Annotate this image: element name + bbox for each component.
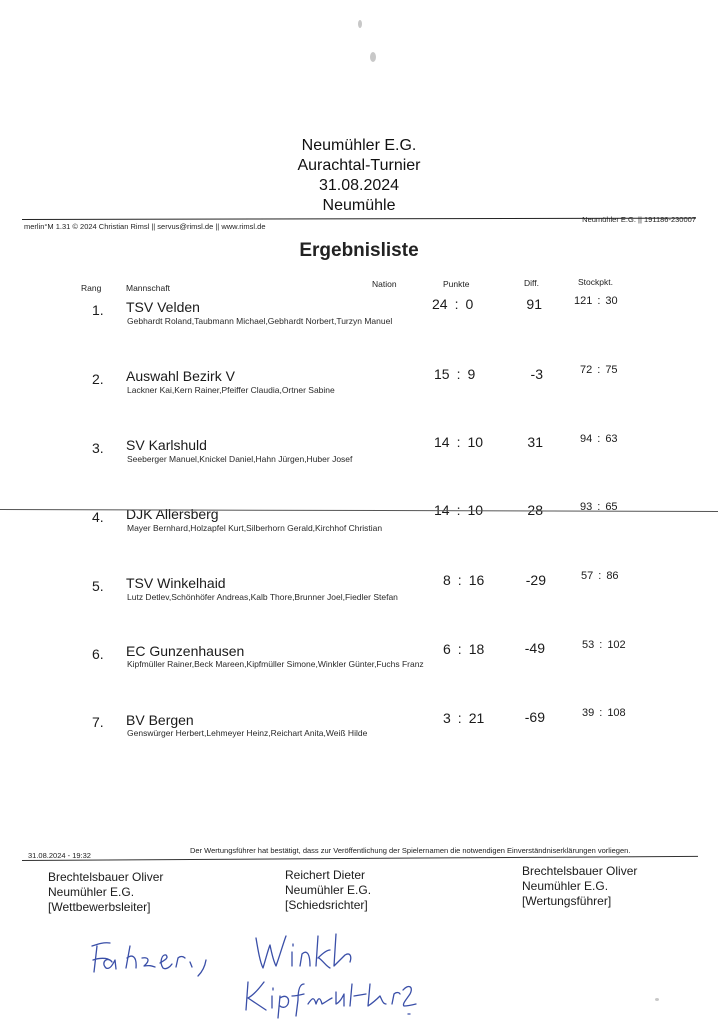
- handwriting-stroke: [334, 934, 351, 966]
- column-header-diff: Diff.: [524, 278, 539, 288]
- points-won: 14: [434, 502, 450, 518]
- signatory-role: [Wettbewerbsleiter]: [48, 900, 151, 914]
- points-lost: 10: [467, 434, 484, 450]
- handwriting-stroke: [142, 958, 155, 967]
- score-difference: -3: [530, 366, 543, 382]
- points-lost: 9: [467, 366, 476, 382]
- player-list: Lutz Detlev,Schönhöfer Andreas,Kalb Thore,Brunner Joel,Fiedler Stefan: [127, 592, 398, 602]
- stock-points-for: 53: [582, 639, 595, 651]
- handwriting-stroke: [126, 946, 136, 968]
- handwriting-stroke: [278, 996, 289, 1018]
- handwriting-stroke: [160, 955, 172, 969]
- points-lost: 0: [465, 296, 474, 312]
- points-won: 3: [443, 710, 451, 726]
- tournament-date: 31.08.2024: [318, 177, 400, 194]
- handwriting-stroke: [368, 984, 386, 1006]
- handwriting-stroke: [92, 943, 110, 972]
- column-header-team: Mannschaft: [126, 283, 170, 293]
- signatory-club: Neumühler E.G.: [285, 883, 372, 897]
- result-rank: 6.: [92, 646, 104, 662]
- signatory-role: [Schiedsrichter]: [285, 898, 368, 912]
- result-rank: 2.: [92, 371, 104, 387]
- result-row: 1. TSV Velden Gebhardt Roland,Taubmann Michael,Gebhardt Norbert,Turzyn Manuel 24 : 0 91 121 : 30: [92, 295, 618, 326]
- team-name: TSV Velden: [126, 299, 200, 315]
- result-rank: 1.: [92, 302, 104, 318]
- column-header-rank: Rang: [81, 283, 102, 293]
- signatory-name: Brechtelsbauer Oliver: [522, 864, 638, 878]
- result-row: 6. EC Gunzenhausen Kipfmüller Rainer,Beck Mareen,Kipfmüller Simone,Winkler Günter,Fuchs Franz 6 : 18 -49 53 : 102: [92, 639, 626, 669]
- handwriting-stroke: [292, 944, 293, 966]
- points-won: 8: [443, 572, 451, 588]
- stock-points-for: 93: [580, 501, 593, 513]
- player-list: Seeberger Manuel,Knickel Daniel,Hahn Jürgen,Huber Josef: [127, 454, 353, 464]
- result-row: 7. BV Bergen Genswürger Herbert,Lehmeyer Heinz,Reichart Anita,Weiß Hilde 3 : 21 -69 39 : 108: [92, 707, 626, 738]
- stock-points-against: 30: [605, 295, 618, 307]
- stock-points-against: 102: [607, 639, 626, 651]
- handwriting-stroke: [308, 998, 332, 1004]
- tournament-name: Aurachtal-Turnier: [297, 157, 421, 174]
- score-difference: -29: [525, 572, 546, 588]
- result-row: 5. TSV Winkelhaid Lutz Detlev,Schönhöfer Andreas,Kalb Thore,Brunner Joel,Fiedler Stefan 8 : 16 -29 57 : 86: [92, 570, 619, 602]
- stock-points-for: 94: [580, 433, 593, 445]
- team-name: Auswahl Bezirk V: [126, 368, 235, 384]
- stock-points-against: 63: [605, 433, 618, 445]
- player-list: Lackner Kai,Kern Rainer,Pfeiffer Claudia,Ortner Sabine: [127, 385, 335, 395]
- handwriting-stroke: [316, 936, 330, 968]
- points-lost: 10: [467, 502, 484, 518]
- handwriting-stroke: [392, 993, 400, 1005]
- team-name: SV Karlshuld: [126, 437, 207, 453]
- handwriting-stroke: [336, 992, 344, 1006]
- points-won: 24: [432, 296, 448, 312]
- player-list: Kipfmüller Rainer,Beck Mareen,Kipfmüller Simone,Winkler Günter,Fuchs Franz: [127, 659, 424, 669]
- signatory-role: [Wertungsführer]: [522, 894, 612, 908]
- page-title: Ergebnisliste: [299, 240, 419, 261]
- tournament-location: Neumühle: [322, 197, 396, 214]
- result-row: 3. SV Karlshuld Seeberger Manuel,Knickel Daniel,Hahn Jürgen,Huber Josef 14 : 10 31 94 : 63: [92, 433, 618, 464]
- handwriting-stroke: [104, 960, 116, 969]
- score-difference: 91: [526, 296, 542, 312]
- player-list: Mayer Bernhard,Holzapfel Kurt,Silberhorn Gerald,Kirchhof Christian: [127, 523, 383, 533]
- handwriting-stroke: [272, 988, 273, 1008]
- result-row: 2. Auswahl Bezirk V Lackner Kai,Kern Rainer,Pfeiffer Claudia,Ortner Sabine 15 : 9 -3 72 : 75: [92, 364, 618, 395]
- player-list: Genswürger Herbert,Lehmeyer Heinz,Reichart Anita,Weiß Hilde: [127, 728, 368, 738]
- handwriting-stroke: [246, 982, 266, 1010]
- stock-points-against: 75: [605, 364, 618, 376]
- column-header-stock: Stockpkt.: [578, 277, 613, 287]
- player-list: Gebhardt Roland,Taubmann Michael,Gebhardt Norbert,Turzyn Manuel: [127, 316, 393, 326]
- points-won: 15: [434, 366, 450, 382]
- points-lost: 18: [468, 641, 485, 657]
- team-name: BV Bergen: [126, 712, 194, 728]
- result-rank: 3.: [92, 440, 104, 456]
- handwriting-stroke: [300, 952, 310, 966]
- team-name: EC Gunzenhausen: [126, 643, 245, 659]
- handwriting-stroke: [292, 984, 304, 1016]
- handwriting-stroke: [350, 984, 366, 1006]
- points-lost: 21: [468, 710, 485, 726]
- publication-consent-note: Der Wertungsführer hat bestätigt, dass zur Veröffentlichung der Spielernamen die notwendigen Einverständniserklärungen vorliegen.: [190, 846, 631, 855]
- stock-points-for: 121: [574, 295, 593, 307]
- column-header-points: Punkte: [443, 279, 470, 289]
- score-difference: -49: [524, 640, 545, 656]
- signatory-name: Reichert Dieter: [285, 868, 366, 882]
- document-id: Neumühler E.G. || 191186-230007: [582, 215, 696, 224]
- score-difference: -69: [524, 709, 545, 725]
- result-rank: 4.: [92, 509, 104, 525]
- points-lost: 16: [468, 572, 485, 588]
- signatory-name: Brechtelsbauer Oliver: [48, 870, 164, 884]
- handwriting-stroke: [256, 936, 286, 968]
- team-name: TSV Winkelhaid: [126, 575, 226, 591]
- result-rank: 7.: [92, 714, 104, 730]
- handwriting-stroke: [176, 957, 185, 968]
- club-name: Neumühler E.G.: [301, 137, 417, 154]
- print-timestamp: 31.08.2024 - 19:32: [28, 851, 91, 860]
- points-won: 6: [443, 641, 451, 657]
- software-credit: merlin°M 1.31 © 2024 Christian Rimsl || servus@rimsl.de || www.rimsl.de: [24, 222, 266, 231]
- signatory-club: Neumühler E.G.: [48, 885, 135, 899]
- stock-points-for: 72: [580, 364, 593, 376]
- column-header-nation: Nation: [372, 279, 397, 289]
- signatory-club: Neumühler E.G.: [522, 879, 609, 893]
- score-difference: 28: [527, 502, 543, 518]
- result-rank: 5.: [92, 578, 104, 594]
- stock-points-against: 108: [607, 707, 626, 719]
- team-name: DJK Allersberg: [126, 506, 219, 522]
- score-difference: 31: [527, 434, 543, 450]
- handwriting-stroke: [190, 960, 206, 976]
- stock-points-against: 65: [605, 501, 618, 513]
- stock-points-for: 57: [581, 570, 594, 582]
- stock-points-for: 39: [582, 707, 595, 719]
- handwriting-stroke: [403, 987, 416, 1006]
- stock-points-against: 86: [606, 570, 619, 582]
- points-won: 14: [434, 434, 450, 450]
- result-row: 4. DJK Allersberg Mayer Bernhard,Holzapfel Kurt,Silberhorn Gerald,Kirchhof Christian 14 : 10 28 93 : 65: [92, 501, 618, 533]
